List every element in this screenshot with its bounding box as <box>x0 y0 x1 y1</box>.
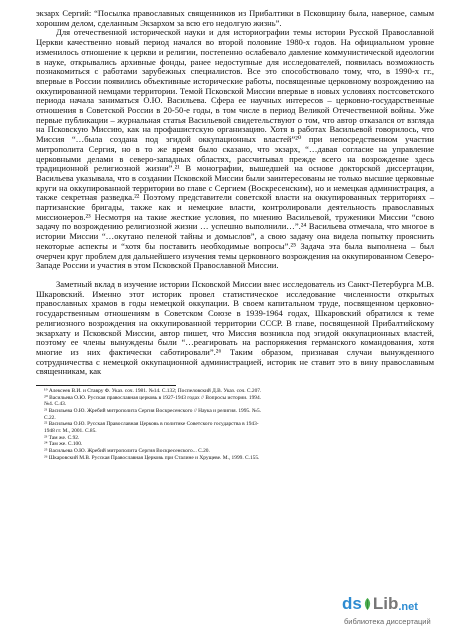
leaf-icon <box>363 597 372 611</box>
logo-wordmark <box>342 594 418 614</box>
paragraph-1: экзарх Сергий: “Посылка православных священников из Прибалтики в Псковщину была, наверное, самым хорошим делом, сделанным Экзархом за всю его недолгую жизнь”. <box>36 8 434 28</box>
footnote-23: ²³ Там же. С.92. <box>44 434 80 441</box>
footnote-22: ²² Васильева О.Ю. Русская Православная Церковь в политике Советского государства в 1943- <box>44 421 259 428</box>
footnote-20-cont: №4. С.43. <box>44 401 67 408</box>
footnotes <box>36 388 434 461</box>
footnote-25: ²⁵ Васильева О.Ю. Жребий митрополита Сергия Воскресенского... С.20. <box>44 447 210 454</box>
footnote-21-cont: С.22. <box>44 414 56 421</box>
logo-subtitle: библиотека диссертаций <box>344 617 431 626</box>
paragraph-3: Заметный вклад в изучение истории Псковской Миссии внес исследователь из Санкт-Петербурга М.В. Шкаровский. Именно этот историк провел статистическое исследование численности открытых православных храмов в годы немецкой оккупации. В своем капитальном труде, посвященном церковно-государственным отношениям в Советском Союзе в 1939-1964 годах, Шкаровский обратился к теме религиозного возрождения на оккупированной территории СССР. В главе, посвященной Прибалтийскому экзархату и Псковской Миссии, автор пишет, что Миссия возникла под эгидой оккупационных властей, поэтому ее члены вынуждены были “…реагировать на распоряжения германского командования, хотя многие из них фактически саботировали”.²⁶ Таким образом, признавая случаи вынужденного сотрудничества с немецкой оккупационной администрацией, историк не ставит это в вину православным священникам, как <box>36 278 434 377</box>
logo-ds-text: ds <box>342 594 362 613</box>
footnote-24: ²⁴ Там же. С.100. <box>44 441 83 448</box>
document-page <box>36 9 434 461</box>
footnote-divider <box>36 385 176 386</box>
footnote-20: ²⁰ Васильева О.Ю. Русская православная церковь в 1927-1943 годах // Вопросы истории. 1994. <box>44 394 262 401</box>
footnote-21: ²¹ Васильева О.Ю. Жребий митрополита Сергия Воскресенского // Наука и религия. 1995. №5. <box>44 407 261 414</box>
logo-net-text: .net <box>398 600 418 613</box>
footnote-19: ¹⁹ Алексеев В.И. и Ставру Ф. Указ. соч. 1981. №14. С.132; Поспеловский Д.В. Указ. соч. С.207. <box>44 388 262 395</box>
dslib-watermark-logo <box>342 594 446 632</box>
footnote-26: ²⁶ Шкаровский М.В. Русская Православная Церковь при Сталине и Хрущеве. М., 1999. С.155. <box>44 454 260 461</box>
paragraph-2: Для отечественной исторической науки и для историографии темы истории Русской Православной Церкви качественно новый период начался во второй половине 1980-х годов. На официальном уровне изменилось отношение к церкви и религии, постепенно ослабевало давление коммунистической идеологии в науке, открывались архивные фонды, ранее недоступные для исследователей, появилась возможность познакомиться с работами зарубежных специалистов. Все это способствовало тому, что, в 1990-х гг., впервые в России появились объективные исторические работы, посвященные церковному возрождению на оккупированной немцами территории. Темой Псковской Миссии впервые в новых условиях постсоветского периода начала заниматься О.Ю. Васильева. Сфера ее научных интересов – церковно-государственные отношения в Советской России в 20-50-е годы, в том числе в период Великой Отечественной войны. Уже первые публикации – журнальная статья Васильевой свидетельствуют о том, что автор отказался от взгляда на Псковскую Миссию, как на профашистскую организацию. Хотя в работах Васильевой говорилось, что Миссия “…была создана под эгидой оккупационных властей”²⁰ при непосредственном участии митрополита Сергия, но в то же время было сказано, что экзарх, “…давая согласие на управление церковными делами в северо-западных областях, рассчитывал прежде всего на возрождение здесь традиционной религиозной жизни”.²¹ В монографии, вышедшей на основе докторской диссертации, Васильева указывала, что в создании Псковской Миссии были заинтересованы не только высшие церковные круги на оккупированной территории во главе с Сергием (Воскресенским), но и немецкая администрация, а также секретная разведка.²² Поэтому представители советской власти на оккупированных территориях – партизанские бригады, также как и немецкие власти, контролировали деятельность православных миссионеров.²³ Несмотря на такие жесткие условия, по мнению Васильевой, труженики Миссии “свою задачу по возрождению религиозной жизни … успешно выполнили…”.²⁴ Васильева отмечала, что многое в истории Миссии “…окутано пеленой тайны и домыслов”, а свою задачу она видела попытку прояснить некоторые аспекты и “хотя бы поставить необходимые вопросы”.²⁵ Задача эта была выполнена – был очерчен круг проблем для дальнейшего изучения темы церковного возрождения на оккупированном Северо-Западе России и участия в этом Псковской Православной Миссии. <box>36 27 434 271</box>
footnote-22-cont: 1948 гг. М., 2001. С.85. <box>44 427 97 434</box>
logo-lib-text: Lib <box>372 594 399 613</box>
